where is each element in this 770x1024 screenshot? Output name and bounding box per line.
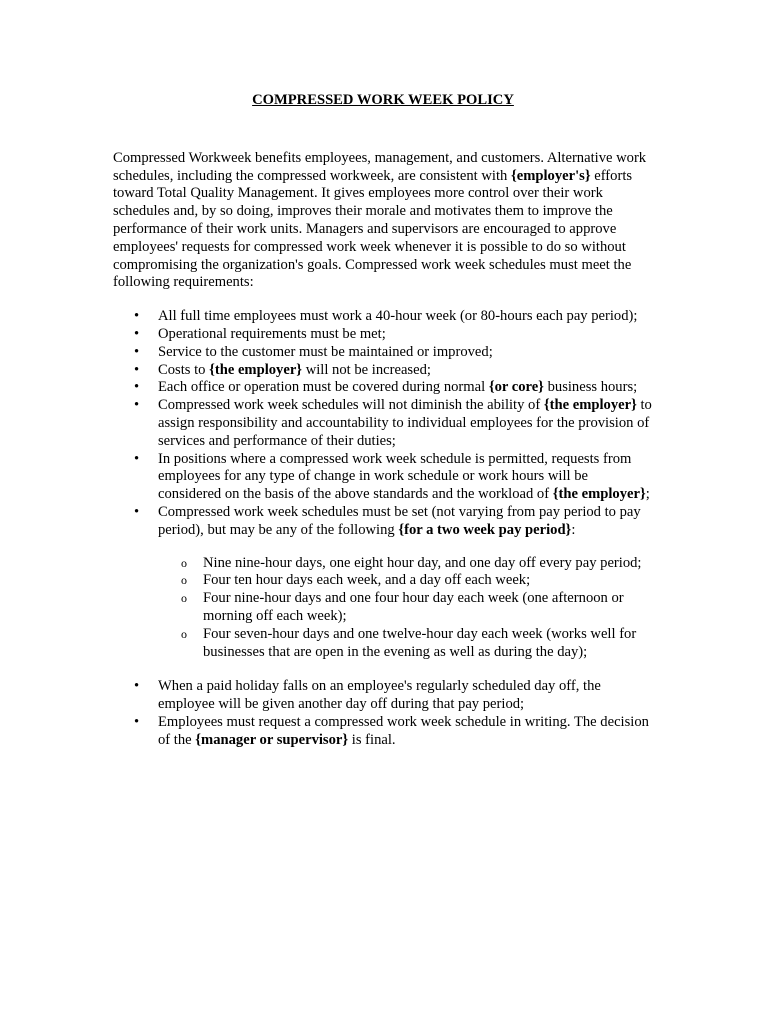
sub-list-item [158, 555, 653, 573]
bullet-icon: • [134, 343, 140, 360]
schedule-options-list [158, 555, 653, 662]
list-item [113, 504, 653, 661]
placeholder-text: {manager or supervisor} [195, 731, 349, 748]
list-item-text: Costs to [158, 361, 210, 378]
bullet-icon: • [134, 503, 140, 520]
bullet-icon: • [134, 678, 140, 695]
sub-list-item [158, 590, 653, 626]
bullet-icon: • [134, 379, 140, 396]
list-item-text: Each office or operation must be covered during normal [158, 379, 489, 396]
intro-employer-placeholder: {employer's} [510, 167, 591, 184]
list-item [113, 451, 653, 504]
list-item-text: All full time employees must work a 40-hour week (or 80-hours each pay period); [158, 308, 638, 325]
bullet-icon: • [134, 361, 140, 378]
placeholder-text: {the employer} [543, 397, 637, 414]
page-title: COMPRESSED WORK WEEK POLICY [252, 92, 514, 108]
sub-list-item-text: Nine nine-hour days, one eight hour day, and one day off every pay period; [203, 554, 642, 571]
bullet-icon: • [134, 325, 140, 342]
list-item-text: When a paid holiday falls on an employee's regularly scheduled day off, the employee will be given another day off during that pay period; [158, 678, 601, 713]
sub-list-item-text: Four nine-hour days and one four hour day each week (one afternoon or morning off each week); [203, 590, 624, 624]
list-item-text: is final. [348, 731, 396, 748]
placeholder-text: {for a two week pay period} [398, 521, 572, 538]
list-item-text: In positions where a compressed work week schedule is permitted, requests from employees for any type of change in work schedule or work hours will be considered on the basis of the above standards and the workload of [158, 450, 632, 503]
sub-list-item-text: Four seven-hour days and one twelve-hour day each week (works well for businesses that are open in the evening as well as during the day); [203, 625, 637, 660]
circle-bullet-icon: o [181, 555, 187, 570]
list-item-text: Service to the customer must be maintained or improved; [158, 343, 493, 360]
bullet-icon: • [134, 308, 140, 325]
bullet-icon: • [134, 713, 140, 730]
list-item [113, 714, 653, 750]
list-item-text: will not be increased; [302, 361, 431, 378]
sub-list-item [158, 572, 653, 590]
list-item-text: to assign responsibility and accountability to individual employees for the provision of services and performance of their duties; [158, 397, 652, 449]
list-item [113, 362, 653, 380]
placeholder-text: {or core} [488, 379, 544, 396]
circle-bullet-icon: o [181, 626, 187, 641]
list-item-text: business hours; [543, 379, 638, 396]
bullet-icon: • [134, 450, 140, 467]
list-item [113, 678, 653, 714]
list-item [113, 326, 653, 344]
sub-list-item [158, 626, 653, 662]
list-item-text: Operational requirements must be met; [158, 325, 386, 342]
circle-bullet-icon: o [181, 591, 187, 606]
list-item-text: Employees must request a compressed work week schedule in writing. The decision of the [158, 713, 649, 748]
placeholder-text: {the employer} [209, 361, 303, 378]
list-item [113, 344, 653, 362]
intro-text-continued: efforts toward Total Quality Management. It gives employees more control over their work schedules and, by so doing, improves their morale and motivates them to improve the performance of their work units. Managers and supervisors are encouraged to approve employees' requests for compressed work week whenever it is possible to do so without compromising the organization's goals. Compressed work week schedules must meet the following requirements: [113, 167, 633, 291]
placeholder-text: {the employer} [552, 486, 646, 503]
list-item-text: Compressed work week schedules must be set (not varying from pay period to pay period), but may be any of the following [158, 503, 641, 538]
list-item-text: ; [645, 486, 650, 503]
circle-bullet-icon: o [181, 573, 187, 588]
intro-paragraph [113, 150, 653, 292]
list-item-text: Compressed work week schedules will not diminish the ability of [158, 397, 544, 414]
sub-list-item-text: Four ten hour days each week, and a day off each week; [203, 572, 531, 589]
requirements-list [113, 308, 653, 749]
policy-document [113, 92, 653, 750]
list-item [113, 308, 653, 326]
list-item [113, 397, 653, 450]
intro-text: Compressed Workweek benefits employees, management, and customers. Alternative work schedules, including the compressed workweek, are consistent with [113, 149, 647, 184]
bullet-icon: • [134, 397, 140, 414]
list-item-text: : [571, 521, 576, 538]
list-item [113, 379, 653, 397]
